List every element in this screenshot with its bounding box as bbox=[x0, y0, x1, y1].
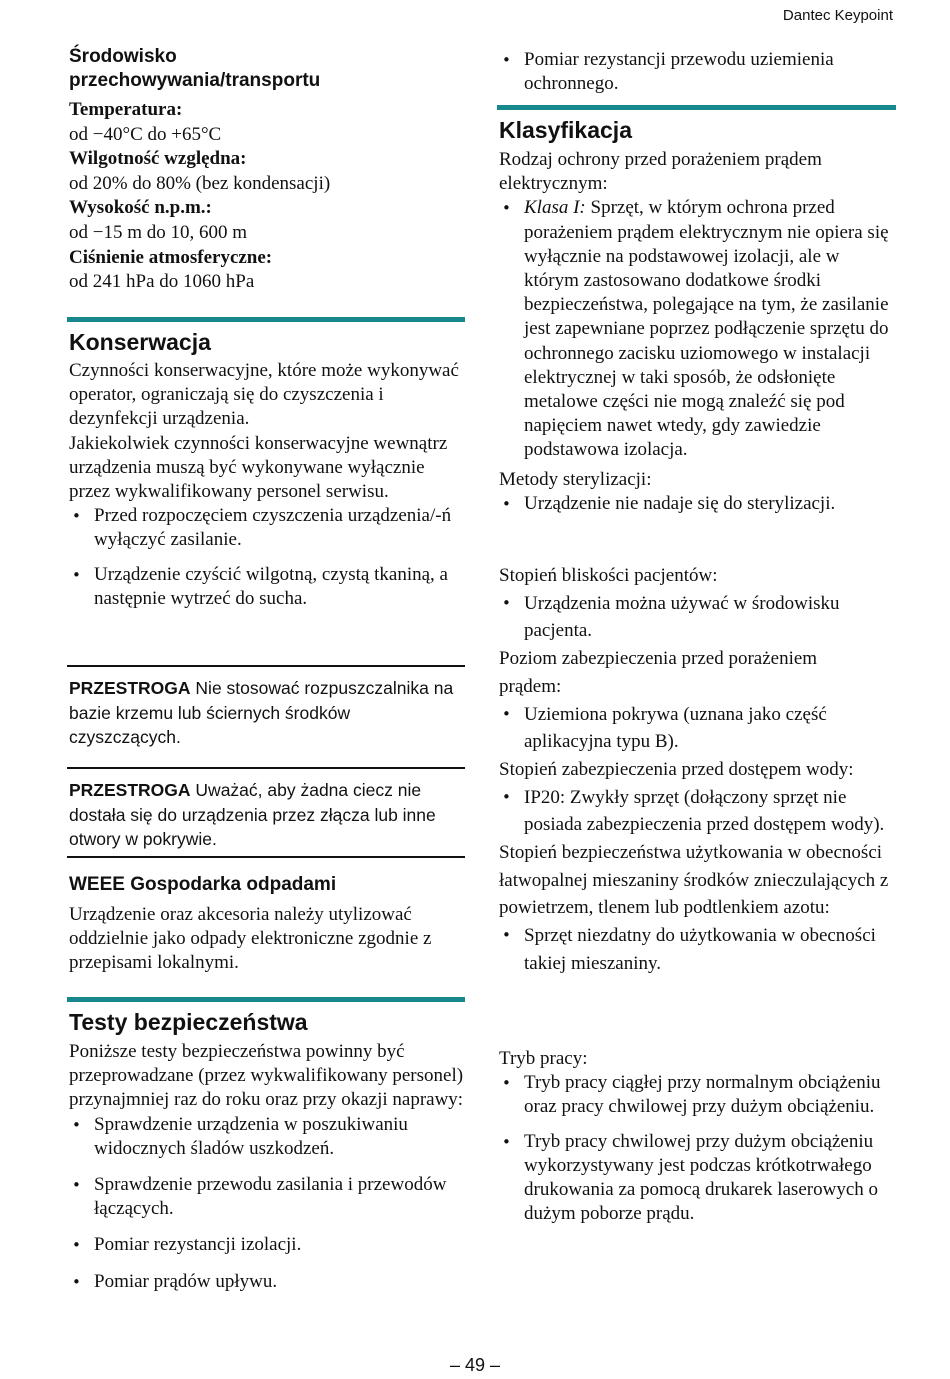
storage-temp-label: Temperatura: bbox=[69, 99, 183, 120]
classification-body-middle bbox=[499, 562, 896, 978]
list-item: • Pomiar rezystancji przewodu uziemienia ochronnego. bbox=[499, 48, 896, 96]
section-divider bbox=[497, 105, 896, 110]
sterilization-bullets bbox=[499, 492, 894, 516]
list-item: • Tryb pracy chwilowej przy dużym obciążeniu wykorzystywany jest podczas krótkotrwałego drukowania za pomocą drukarek laserowych o dużym poborze prądu. bbox=[499, 1130, 894, 1227]
storage-pressure-label: Ciśnienie atmosferyczne: bbox=[69, 246, 273, 268]
maintenance-body bbox=[69, 359, 464, 611]
storage-altitude-value: od −15 m do 10, 600 m bbox=[69, 221, 248, 243]
caution-rule-middle bbox=[67, 767, 465, 769]
classification-body-top bbox=[499, 148, 894, 516]
safety-tests-bullets-cont bbox=[499, 48, 896, 96]
protection-bullets bbox=[499, 196, 894, 462]
list-item bbox=[499, 196, 894, 462]
maintenance-heading: Konserwacja bbox=[69, 329, 211, 355]
classification-heading: Klasyfikacja bbox=[499, 117, 632, 143]
mode-intro: Tryb pracy: bbox=[499, 1048, 588, 1069]
sterilization-intro: Metody sterylizacji: bbox=[499, 468, 652, 490]
caution-rule-top bbox=[67, 665, 465, 667]
storage-spec-list bbox=[69, 98, 469, 295]
safety-tests-body bbox=[69, 1040, 464, 1294]
proximity-intro: Stopień bliskości pacjentów: bbox=[499, 565, 718, 586]
protection-intro: Rodzaj ochrony przed porażeniem prądem elektrycznym: bbox=[499, 149, 822, 195]
water-intro: Stopień zabezpieczenia przed dostępem wody: bbox=[499, 758, 854, 780]
page-number: – 49 – bbox=[449, 1355, 501, 1375]
maintenance-para-1: Czynności konserwacyjne, które może wykonywać operator, ograniczają się do czyszczenia i dezynfekcji urządzenia. bbox=[69, 360, 459, 430]
storage-humidity-value: od 20% do 80% (bez kondensacji) bbox=[69, 172, 331, 194]
list-item: • Urządzenia można używać w środowisku pacjenta. bbox=[499, 590, 896, 645]
safety-tests-intro: Poniższe testy bezpieczeństwa powinny być przeprowadzane (przez wykwalifikowany personel) przynajmniej raz do roku oraz przy okazji naprawy: bbox=[69, 1041, 464, 1111]
list-item: • Pomiar prądów upływu. bbox=[69, 1270, 464, 1294]
caution-text: Nie stosować rozpuszczalnika na bazie krzemu lub ściernych środków czyszczących. bbox=[69, 678, 454, 747]
caution-label: PRZESTROGA bbox=[69, 780, 191, 800]
caution-label: PRZESTROGA bbox=[69, 678, 191, 698]
flammable-bullets bbox=[499, 922, 896, 977]
list-item: • Urządzenie czyścić wilgotną, czystą tkaniną, a następnie wytrzeć do sucha. bbox=[69, 563, 464, 611]
list-item: • Uziemiona pokrywa (uznana jako część aplikacyjna typu B). bbox=[499, 701, 896, 756]
caution-block-1 bbox=[69, 676, 464, 750]
list-item: • Sprzęt niezdatny do użytkowania w obecności takiej mieszaniny. bbox=[499, 922, 896, 977]
maintenance-para-2: Jakiekolwiek czynności konserwacyjne wewnątrz urządzenia muszą być wykonywane wyłącznie przez wykwalifikowany personel serwisu. bbox=[69, 432, 448, 503]
caution-rule-bottom bbox=[67, 856, 465, 858]
classification-body-bottom bbox=[499, 1047, 894, 1226]
water-bullets bbox=[499, 784, 896, 839]
storage-altitude-label: Wysokość n.p.m.: bbox=[69, 197, 212, 219]
list-item: • Sprawdzenie urządzenia w poszukiwaniu widocznych śladów uszkodzeń. bbox=[69, 1113, 464, 1161]
shock-intro bbox=[499, 645, 896, 700]
list-item: • Urządzenie nie nadaje się do sterylizacji. bbox=[499, 492, 894, 516]
safety-tests-bullets bbox=[69, 1113, 464, 1294]
storage-pressure-value: od 241 hPa do 1060 hPa bbox=[69, 271, 255, 293]
list-item: • Przed rozpoczęciem czyszczenia urządzenia/-ń wyłączyć zasilanie. bbox=[69, 504, 464, 552]
list-item: • IP20: Zwykły sprzęt (dołączony sprzęt nie posiada zabezpieczenia przed dostępem wody). bbox=[499, 784, 896, 839]
section-divider bbox=[67, 997, 465, 1002]
caution-block-2 bbox=[69, 778, 464, 852]
running-header: Dantec Keypoint bbox=[782, 7, 893, 24]
section-divider bbox=[67, 317, 465, 322]
weee-text: Urządzenie oraz akcesoria należy utylizować oddzielnie jako odpady elektroniczne zgodnie z przepisami lokalnymi. bbox=[69, 904, 432, 974]
list-item: • Tryb pracy ciągłej przy normalnym obciążeniu oraz pracy chwilowej przy dużym obciążeniu. bbox=[499, 1071, 894, 1119]
storage-humidity-label: Wilgotność względna: bbox=[69, 148, 247, 170]
storage-heading: Środowisko przechowywania/transportu bbox=[69, 46, 321, 91]
proximity-bullets bbox=[499, 590, 896, 645]
maintenance-bullets bbox=[69, 504, 464, 611]
shock-intro-text: Poziom zabezpieczenia przed porażeniem prądem: bbox=[499, 648, 818, 697]
class-text: Sprzęt, w którym ochrona przed porażeniem prądem elektrycznym nie opiera się wyłącznie na podstawowej izolacji, ale w którym zastosowano dodatkowe środki bezpieczeństwa, polegające na tym, że zasilanie jest zapewniane poprzez podłączenie sprzętu do ochronnego zacisku uziomowego w instalacji elektrycznej w taki sposób, że odsłonięte metalowe części nie mogą znaleźć się pod napięciem nawet wtedy, gdy zawiedzie podstawowa izolacja. bbox=[524, 197, 889, 461]
weee-heading: WEEE Gospodarka odpadami bbox=[69, 874, 337, 895]
storage-temp-value: od −40°C do +65°C bbox=[69, 123, 222, 145]
safety-tests-heading: Testy bezpieczeństwa bbox=[69, 1009, 308, 1035]
caution-text: Uważać, aby żadna ciecz nie dostała się do urządzenia przez złącza lub inne otwory w pokrywie. bbox=[69, 780, 436, 849]
list-item: • Sprawdzenie przewodu zasilania i przewodów łączących. bbox=[69, 1173, 464, 1221]
shock-bullets bbox=[499, 701, 896, 756]
class-label: Klasa I: bbox=[524, 197, 586, 219]
flammable-intro: Stopień bezpieczeństwa użytkowania w obecności łatwopalnej mieszaniny środków znieczulających z powietrzem, tlenem lub podtlenkiem azotu: bbox=[499, 842, 889, 919]
list-item: • Pomiar rezystancji izolacji. bbox=[69, 1233, 464, 1257]
mode-bullets bbox=[499, 1071, 894, 1226]
